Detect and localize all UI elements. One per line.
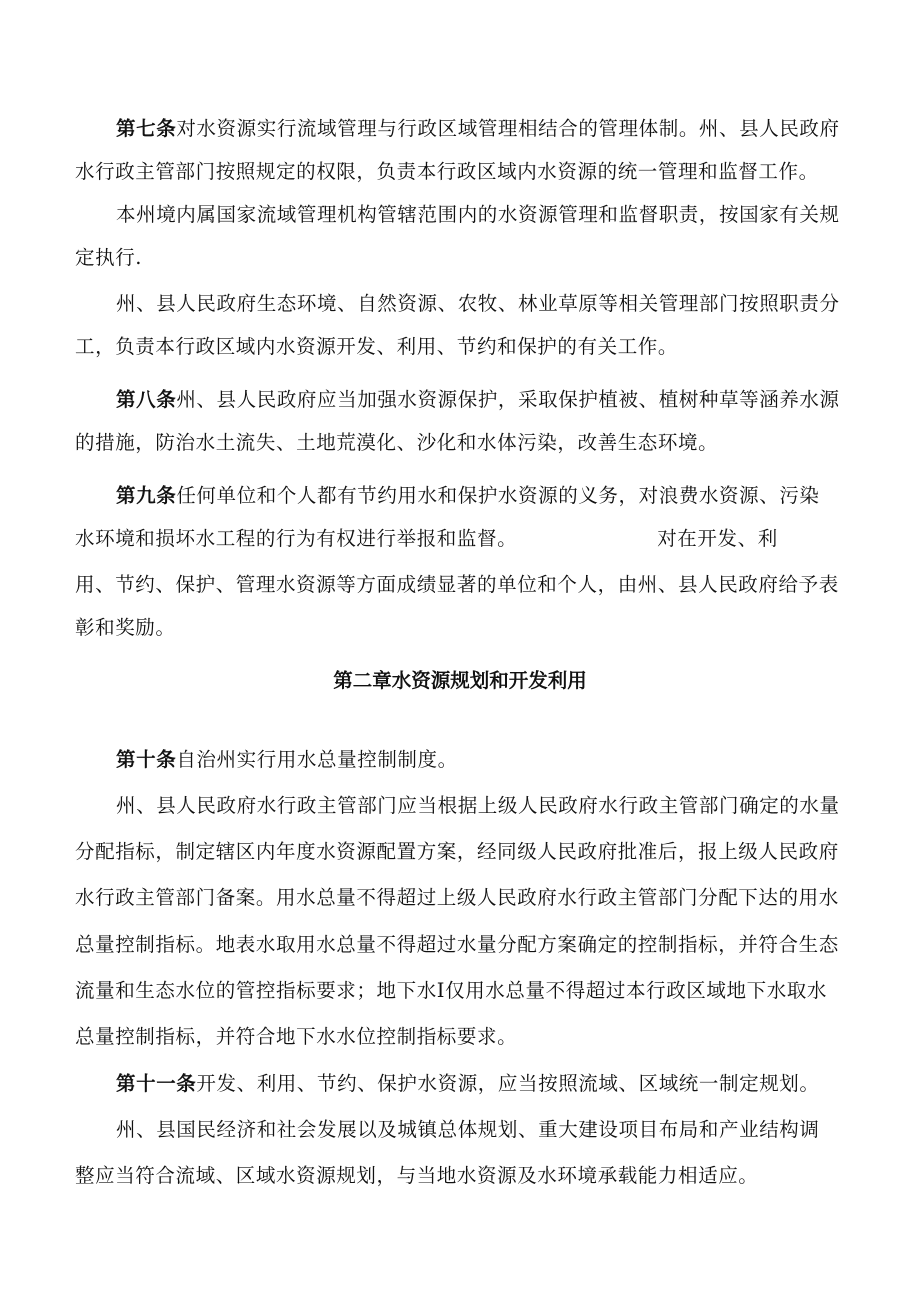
article-11-text: 开发、利用、节约、保护水资源，应当按照流域、区域统一制定规划。	[196, 1072, 820, 1095]
article-10-label: 第十条	[116, 748, 177, 771]
article-7-line-2: 水行政主管部门按照规定的权限，负责本行政区域内水资源的统一管理和监督工作。	[75, 160, 819, 183]
article-11-line-1	[116, 1071, 820, 1097]
article-7-text: 对水资源实行流域管理与行政区域管理相结合的管理体制。州、县人民政府	[176, 117, 840, 140]
article-10-para-2-line-5: 流量和生态水位的管控指标要求；地下水I仅用水总量不得超过本行政区域地下水取水	[75, 979, 828, 1002]
article-9-line-2-part-a: 水环境和损坏水工程的行为有权进行举报和监督。	[75, 527, 518, 550]
article-8-text: 州、县人民政府应当加强水资源保护，采取保护植被、植树种草等涵养水源	[176, 388, 840, 411]
article-10-text: 自治州实行用水总量控制制度。	[176, 748, 458, 771]
article-11-label: 第十一条	[116, 1072, 197, 1095]
article-10-para-2-line-1: 州、县人民政府水行政主管部门应当根据上级人民政府水行政主管部门确定的水量	[116, 794, 840, 817]
article-10-line-1	[116, 747, 458, 773]
article-7-label: 第七条	[116, 117, 177, 140]
article-11-para-2-line-1: 州、县国民经济和社会发展以及城镇总体规划、重大建设项目布局和产业结构调	[116, 1118, 820, 1141]
article-10-para-2-line-2: 分配指标，制定辖区内年度水资源配置方案，经同级人民政府批准后，报上级人民政府	[75, 840, 839, 863]
article-7-para-3-line-1: 州、县人民政府生态环境、自然资源、农牧、林业草原等相关管理部门按照职责分	[116, 292, 840, 315]
article-9-line-3: 用、节约、保护、管理水资源等方面成绩显著的单位和个人，由州、县人民政府给予表	[75, 573, 839, 596]
article-9-text: 任何单位和个人都有节约用水和保护水资源的义务，对浪费水资源、污染	[176, 484, 820, 507]
article-8-line-2: 的措施，防治水土流失、土地荒漠化、沙化和水体污染，改善生态环境。	[75, 431, 719, 454]
article-9-label: 第九条	[116, 484, 177, 507]
article-8-label: 第八条	[116, 388, 177, 411]
article-10-para-2-line-6: 总量控制指标，并符合地下水水位控制指标要求。	[75, 1025, 518, 1048]
chapter-heading: 第二章水资源规划和开发利用	[333, 669, 587, 692]
article-7-para-3-line-2: 工，负责本行政区域内水资源开发、利用、节约和保护的有关工作。	[75, 335, 679, 358]
article-7-para-2-line-1: 本州境内属国家流域管理机构管辖范围内的水资源管理和监督职责，按国家有关规	[116, 203, 840, 226]
article-10-para-2-line-4: 总量控制指标。地表水取用水总量不得超过水量分配方案确定的控制指标，并符合生态	[75, 933, 839, 956]
article-9-line-1	[116, 483, 820, 509]
article-11-para-2-line-2: 整应当符合流域、区域水资源规划，与当地水资源及水环境承载能力相适应。	[75, 1164, 759, 1187]
article-7-para-2-line-2: 定执行.	[75, 246, 143, 269]
article-8-line-1	[116, 387, 840, 413]
article-7-line-1	[116, 116, 840, 142]
article-10-para-2-line-3: 水行政主管部门备案。用水总量不得超过上级人民政府水行政主管部门分配下达的用水	[75, 886, 839, 909]
article-9-line-4: 彰和奖励。	[75, 616, 176, 639]
article-9-line-2	[75, 526, 778, 552]
article-9-line-2-part-b: 对在开发、利	[657, 527, 778, 550]
